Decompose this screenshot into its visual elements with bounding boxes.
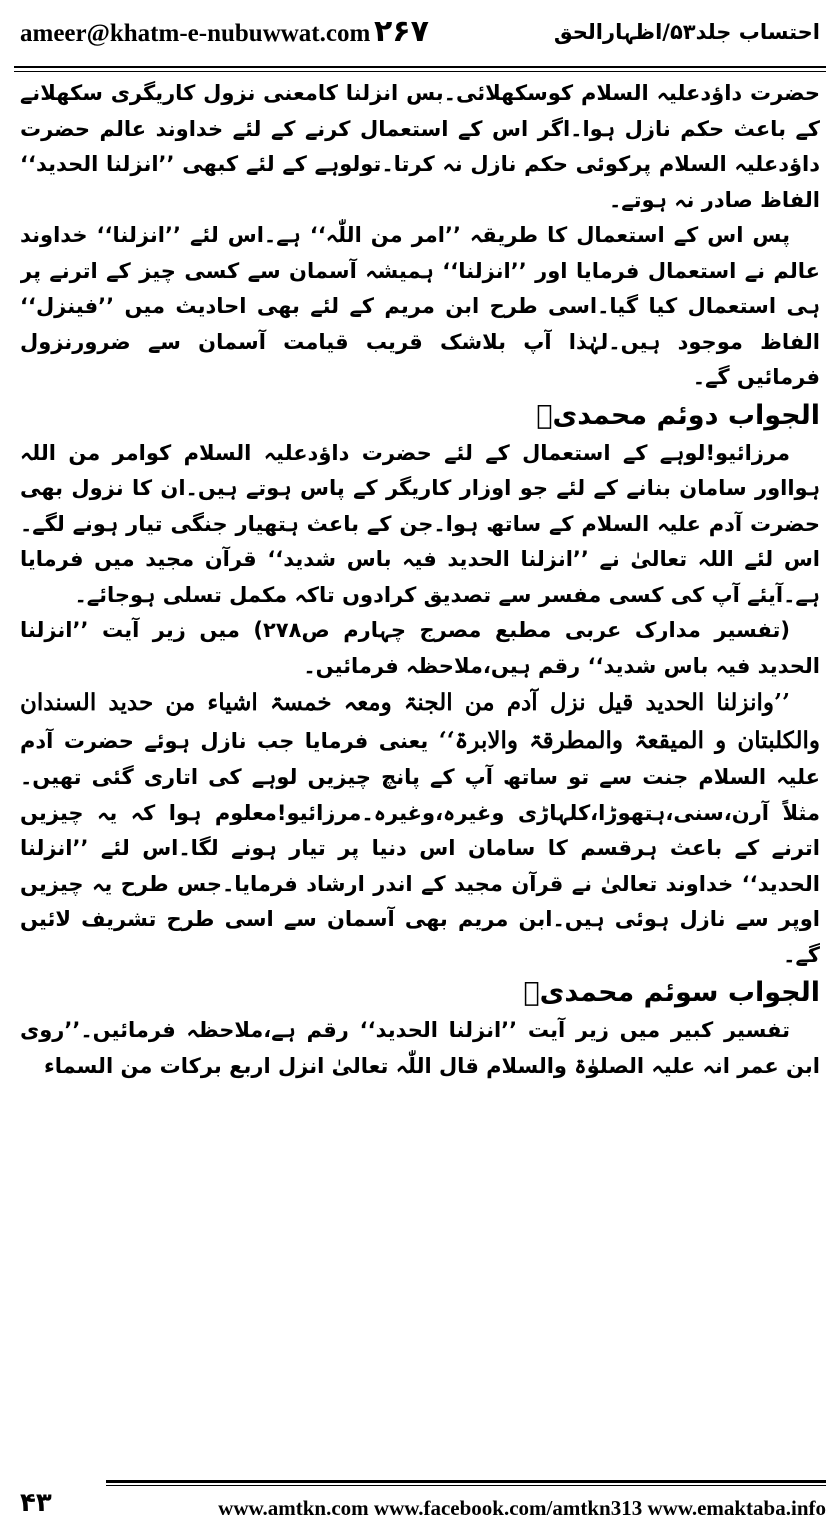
header-divider <box>14 66 826 72</box>
paragraph-5-quote <box>20 684 820 973</box>
page-header <box>14 14 826 58</box>
header-book-title: احتساب جلد۵۳/اظہارالحق <box>553 20 820 44</box>
paragraph-1: حضرت داؤدعلیہ السلام کوسکھلائی۔بس انزلنا کامعنی نزول کاریگری سکھلانے کے باعث حکم نازل ہوا۔اگر اس کے استعمال کرنے کے لئے خداوند عالم حضرت داؤدعلیہ السلام پرکوئی حکم نازل نہ کرتا۔تولوہے کے لئے کبھی ’’انزلنا الحدید‘‘ الفاظ صادر نہ ہوتے۔ <box>20 81 820 212</box>
paragraph-2: پس اس کے استعمال کا طریقہ ’’امر من اللّٰہ‘‘ ہے۔اس لئے ’’انزلنا‘‘ خداوند عالم نے استعمال فرمایا اور ’’انزلنا‘‘ ہمیشہ آسمان سے کسی چیز کے اترنے پر ہی استعمال کیا گیا۔اسی طرح ابن مریم کے لئے بھی احادیث میں ’’فینزل‘‘ الفاظ موجود ہیں۔لہٰذا آپ بلاشک قریب قیامت آسمان سے ضرورنزول فرمائیں گے۔ <box>20 223 820 389</box>
footer-divider <box>106 1480 826 1486</box>
page-footer <box>14 1488 826 1528</box>
footer-page-number: ۴۳ <box>20 1488 52 1518</box>
arabic-quote: ’’وانزلنا الحدید قیل نزل آدم من الجنۃ ومعہ خمسۃ اشیاء من حدید السندان والکلبتان و المیقعۃ والمطرقۃ والابرۃ‘‘ <box>20 689 820 754</box>
section-heading-second-answer: الجواب دوئم محمدیؐ <box>536 399 820 431</box>
paragraph-6: تفسیر کبیر میں زیر آیت ’’انزلنا الحدید‘‘ رقم ہے،ملاحظہ فرمائیں۔’’روی ابن عمر انہ علیہ الصلوٰۃ والسلام قال اللّٰہ تعالیٰ انزل اربع برکات من السماء <box>20 1018 820 1078</box>
header-page-number: ۲۶۷ <box>374 14 429 49</box>
paragraph-3: مرزائیو!لوہے کے استعمال کے لئے حضرت داؤدعلیہ السلام کوامر من اللہ ہوااور سامان بنانے کے لئے جو اوزار کاریگر کے پاس ہوتے ہیں۔ان کا نزول بھی حضرت آدم علیہ السلام کے ساتھ ہوا۔جن کے باعث ہتھیار جنگی تیار ہونے لگے۔اس لئے اللہ تعالیٰ نے ’’انزلنا الحدید فیہ باس شدید‘‘ قرآن مجید میں فرمایا ہے۔آیئے آپ کی کسی مفسر سے تصدیق کرادوں تاکہ مکمل تسلی ہوجائے۔ <box>20 440 820 607</box>
section-heading-third-answer: الجواب سوئم محمدیؐ <box>523 977 820 1008</box>
paragraph-4-citation: (تفسیر مدارک عربی مطبع مصرج چہارم ص۲۷۸) میں زیر آیت ’’انزلنا الحدید فیہ باس شدید‘‘ رقم ہیں،ملاحظہ فرمائیں۔ <box>20 618 820 678</box>
page-body <box>20 76 820 1454</box>
header-email: ameer@khatm-e-nubuwwat.com <box>20 20 371 47</box>
urdu-translation: یعنی فرمایا جب نازل ہوئے حضرت آدم علیہ السلام جنت سے تو ساتھ آپ کے پانچ چیزیں لوہے کی اتاری گئی تھیں۔ مثلاً آرن،سنی،ہتھوڑا،کلہاڑی وغیرہ،وغیرہ۔مرزائیو!معلوم ہوا کہ یہ چیزیں اترنے کے باعث ہرقسم کا سامان اس دنیا پر تیار ہونے لگا۔اس لئے ’’انزلنا الحدید‘‘ خداوند تعالیٰ نے قرآن مجید کے اندر ارشاد فرمایا۔جس طرح یہ چیزیں اوپر سے نازل ہوئی ہیں۔ابن مریم بھی آسمان سے اسی طرح تشریف لائیں گے۔ <box>20 729 820 967</box>
footer-website-links: www.amtkn.com www.facebook.com/amtkn313 www.emaktaba.info <box>218 1496 826 1520</box>
